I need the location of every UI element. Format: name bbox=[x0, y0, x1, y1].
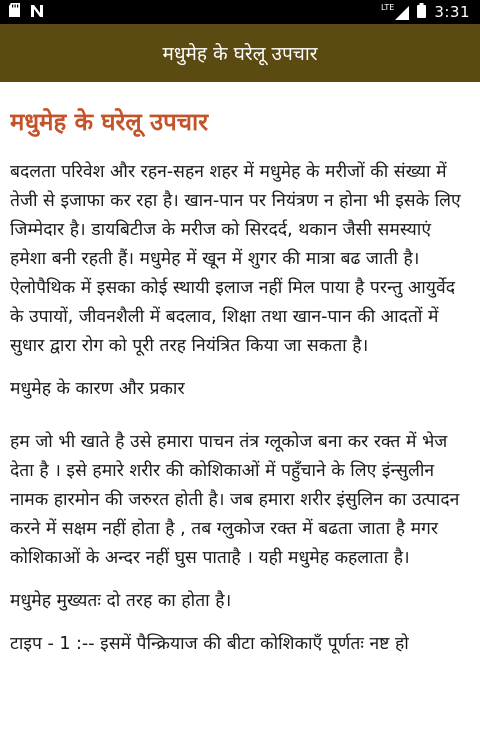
status-bar bbox=[0, 0, 480, 24]
article-intro-paragraph: बदलता परिवेश और रहन-सहन शहर में मधुमेह के मरीजों की संख्या में तेजी से इजाफा कर रहा है। खान-पान पर नियंत्रण न होना भी इसके लिए जिम्मेदार है। डायबिटीज के मरीज को सिरदर्द, थकान जैसी समस्याएं हमेशा बनी रहती हैं। मधुमेह में खून में शुगर की मात्रा बढ जाती है। ऐलोपैथिक में इसका कोई स्थायी इलाज नहीं मिल पाया है परन्तु आयुर्वेद के उपायों, जीवनशैली में बदलाव, शिक्षा तथा खान-पान की आदतों में सुधार द्वारा रोग को पूरी तरह नियंत्रित किया जा सकता है। bbox=[10, 162, 461, 356]
article-type1-paragraph: टाइप - 1 :-- इसमें पैन्क्रियाज की बीटा कोशिकाएँ पूर्णतः नष्ट हो bbox=[10, 634, 409, 654]
status-left bbox=[8, 2, 44, 22]
lte-signal-icon bbox=[381, 4, 409, 20]
article-title: मधुमेह के घरेलू उपचार bbox=[10, 108, 209, 136]
battery-icon bbox=[417, 3, 426, 22]
article-types-intro: मधुमेह मुख्यतः दो तरह का होता है। bbox=[10, 591, 232, 611]
status-right bbox=[381, 3, 470, 22]
status-time: 3:31 bbox=[434, 3, 470, 21]
network-label: LTE bbox=[381, 3, 395, 12]
sd-card-icon bbox=[8, 2, 22, 22]
app-bar bbox=[0, 24, 480, 82]
article-cause-paragraph: हम जो भी खाते है उसे हमारा पाचन तंत्र ग्लूकोज बना कर रक्त में भेज देता है । इसे हमारे शरीर की कोशिकाओं में पहुँचाने के लिए इंन्सुलीन नामक हारमोन की जरुरत होती है। जब हमारा शरीर इंसुलिन का उत्पादन करने में सक्षम नहीं होता है , तब ग्लुकोज रक्त में बढता जाता है मगर कोशिकाओं के अन्दर नहीं घुस पाताहै । यही मधुमेह कहलाता है। bbox=[10, 432, 460, 568]
notification-n-icon bbox=[30, 3, 44, 22]
article-content[interactable] bbox=[10, 82, 472, 737]
app-bar-title: मधुमेह के घरेलू उपचार bbox=[162, 43, 318, 65]
article-subheading: मधुमेह के कारण और प्रकार bbox=[10, 379, 185, 399]
